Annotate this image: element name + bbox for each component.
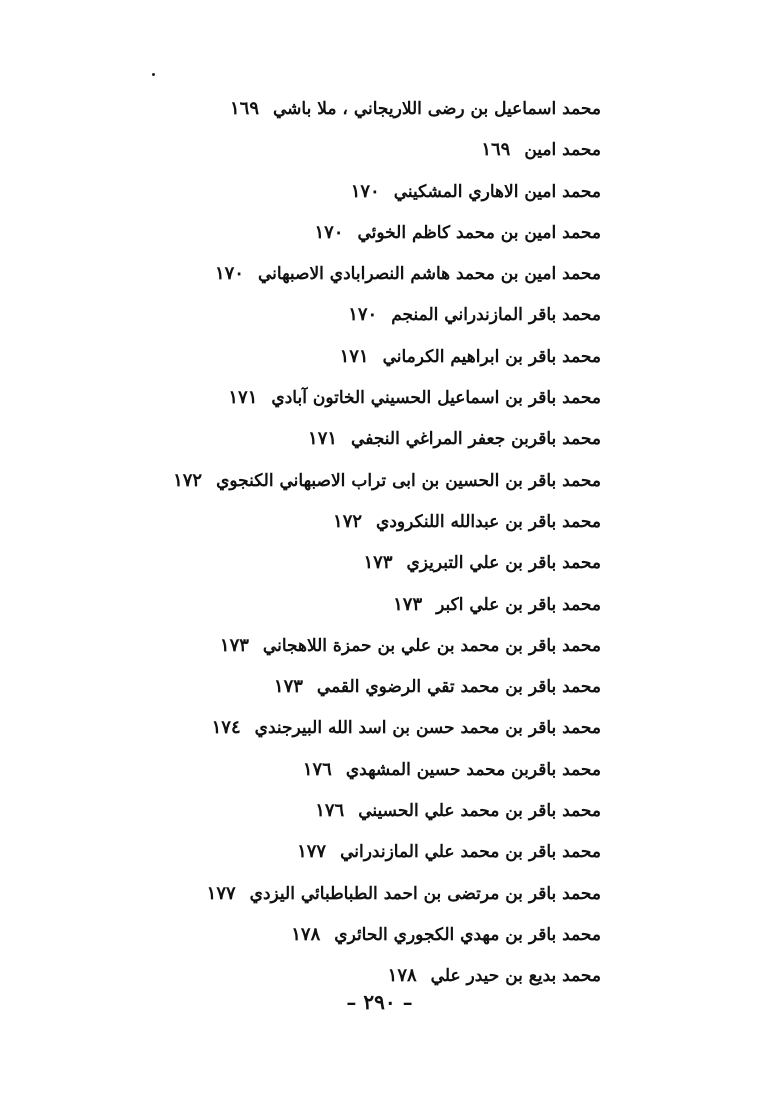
entry-page-ref: ١٧٠ xyxy=(348,304,378,326)
entry-page-ref: ١٧٨ xyxy=(387,965,417,987)
entry-name: محمد باقربن جعفر المراغي النجفي xyxy=(351,429,601,450)
entry-page-ref: ١٧٣ xyxy=(219,634,249,656)
index-entry xyxy=(141,873,601,914)
entry-name: محمد باقر بن محمد علي المازندراني xyxy=(340,842,601,863)
entry-name: محمد باقربن محمد حسين المشهدي xyxy=(345,759,601,780)
entry-name: محمد امين xyxy=(524,140,601,161)
entry-page-ref: ١٧٣ xyxy=(273,676,303,698)
entry-name: محمد باقر بن علي التبريزي xyxy=(406,553,601,574)
index-entry xyxy=(141,625,601,666)
entry-name: محمد باقر بن محمد علي الحسيني xyxy=(358,801,601,822)
index-entry xyxy=(141,666,601,707)
entry-page-ref: ١٧٠ xyxy=(314,221,344,243)
index-list xyxy=(141,88,601,997)
index-entry xyxy=(141,707,601,748)
entry-page-ref: ١٧١ xyxy=(308,428,338,450)
entry-page-ref: ١٧٧ xyxy=(297,841,327,863)
entry-name: محمد باقر بن اسماعيل الحسيني الخاتون آبادي xyxy=(271,388,601,409)
index-entry xyxy=(141,542,601,583)
entry-name: محمد امين بن محمد كاظم الخوئي xyxy=(357,222,601,243)
entry-page-ref: ١٧٦ xyxy=(302,758,332,780)
entry-page-ref: ١٧١ xyxy=(339,345,369,367)
index-entry xyxy=(141,377,601,418)
entry-page-ref: ١٧٣ xyxy=(393,593,423,615)
index-entry xyxy=(141,584,601,625)
entry-page-ref: ١٧٢ xyxy=(333,510,363,532)
entry-page-ref: ١٧١ xyxy=(228,387,258,409)
entry-page-ref: ١٧٤ xyxy=(211,717,241,739)
index-entry xyxy=(141,294,601,335)
entry-page-ref: ١٦٩ xyxy=(481,139,511,161)
entry-page-ref: ١٧٢ xyxy=(173,469,203,491)
index-entry xyxy=(141,212,601,253)
entry-name: محمد اسماعيل بن رضى اللاريجاني ، ملا باشي xyxy=(273,99,601,119)
page-number: – ٢٩٠ – xyxy=(346,990,413,1014)
index-entry xyxy=(141,88,601,129)
index-entry xyxy=(141,790,601,831)
entry-name: محمد باقر بن عبدالله اللنكرودي xyxy=(376,511,601,532)
entry-name: محمد باقر بن ابراهيم الكرماني xyxy=(382,346,601,367)
entry-page-ref: ١٧٦ xyxy=(315,800,345,822)
entry-name: محمد بديع بن حيدر علي xyxy=(430,966,601,987)
entry-name: محمد باقر بن محمد تقي الرضوي القمي xyxy=(316,677,601,698)
entry-name: محمد باقر بن مهدي الكجوري الحائري xyxy=(334,924,601,945)
index-entry xyxy=(141,336,601,377)
entry-name: محمد امين بن محمد هاشم النصرابادي الاصبهاني xyxy=(257,264,601,285)
index-entry xyxy=(141,460,601,501)
entry-name: محمد باقر بن مرتضى بن احمد الطباطبائي اليزدي xyxy=(249,883,601,904)
entry-page-ref: ١٧٨ xyxy=(291,923,321,945)
entry-page-ref: ١٧٧ xyxy=(206,882,236,904)
entry-name: محمد باقر المازندراني المنجم xyxy=(391,305,601,326)
index-entry xyxy=(141,501,601,542)
index-entry xyxy=(141,129,601,170)
index-entry xyxy=(141,749,601,790)
entry-name: محمد باقر بن محمد بن علي بن حمزة اللاهجاني xyxy=(262,635,601,656)
index-entry xyxy=(141,171,601,212)
entry-page-ref: ١٦٩ xyxy=(230,98,260,119)
index-entry xyxy=(141,914,601,955)
entry-page-ref: ١٧٣ xyxy=(363,552,393,574)
index-entry xyxy=(141,831,601,872)
entry-page-ref: ١٧٠ xyxy=(214,263,244,285)
index-entry xyxy=(141,253,601,294)
entry-name: محمد امين الاهاري المشكيني xyxy=(393,181,601,202)
entry-name: محمد باقر بن محمد حسن بن اسد الله البيرجندي xyxy=(254,718,601,739)
entry-page-ref: ١٧٠ xyxy=(350,180,380,202)
entry-name: محمد باقر بن علي اكبر xyxy=(436,594,601,615)
entry-name: محمد باقر بن الحسين بن ابى تراب الاصبهاني الكنجوي xyxy=(216,470,601,491)
ink-speck xyxy=(152,73,155,76)
index-entry xyxy=(141,418,601,459)
